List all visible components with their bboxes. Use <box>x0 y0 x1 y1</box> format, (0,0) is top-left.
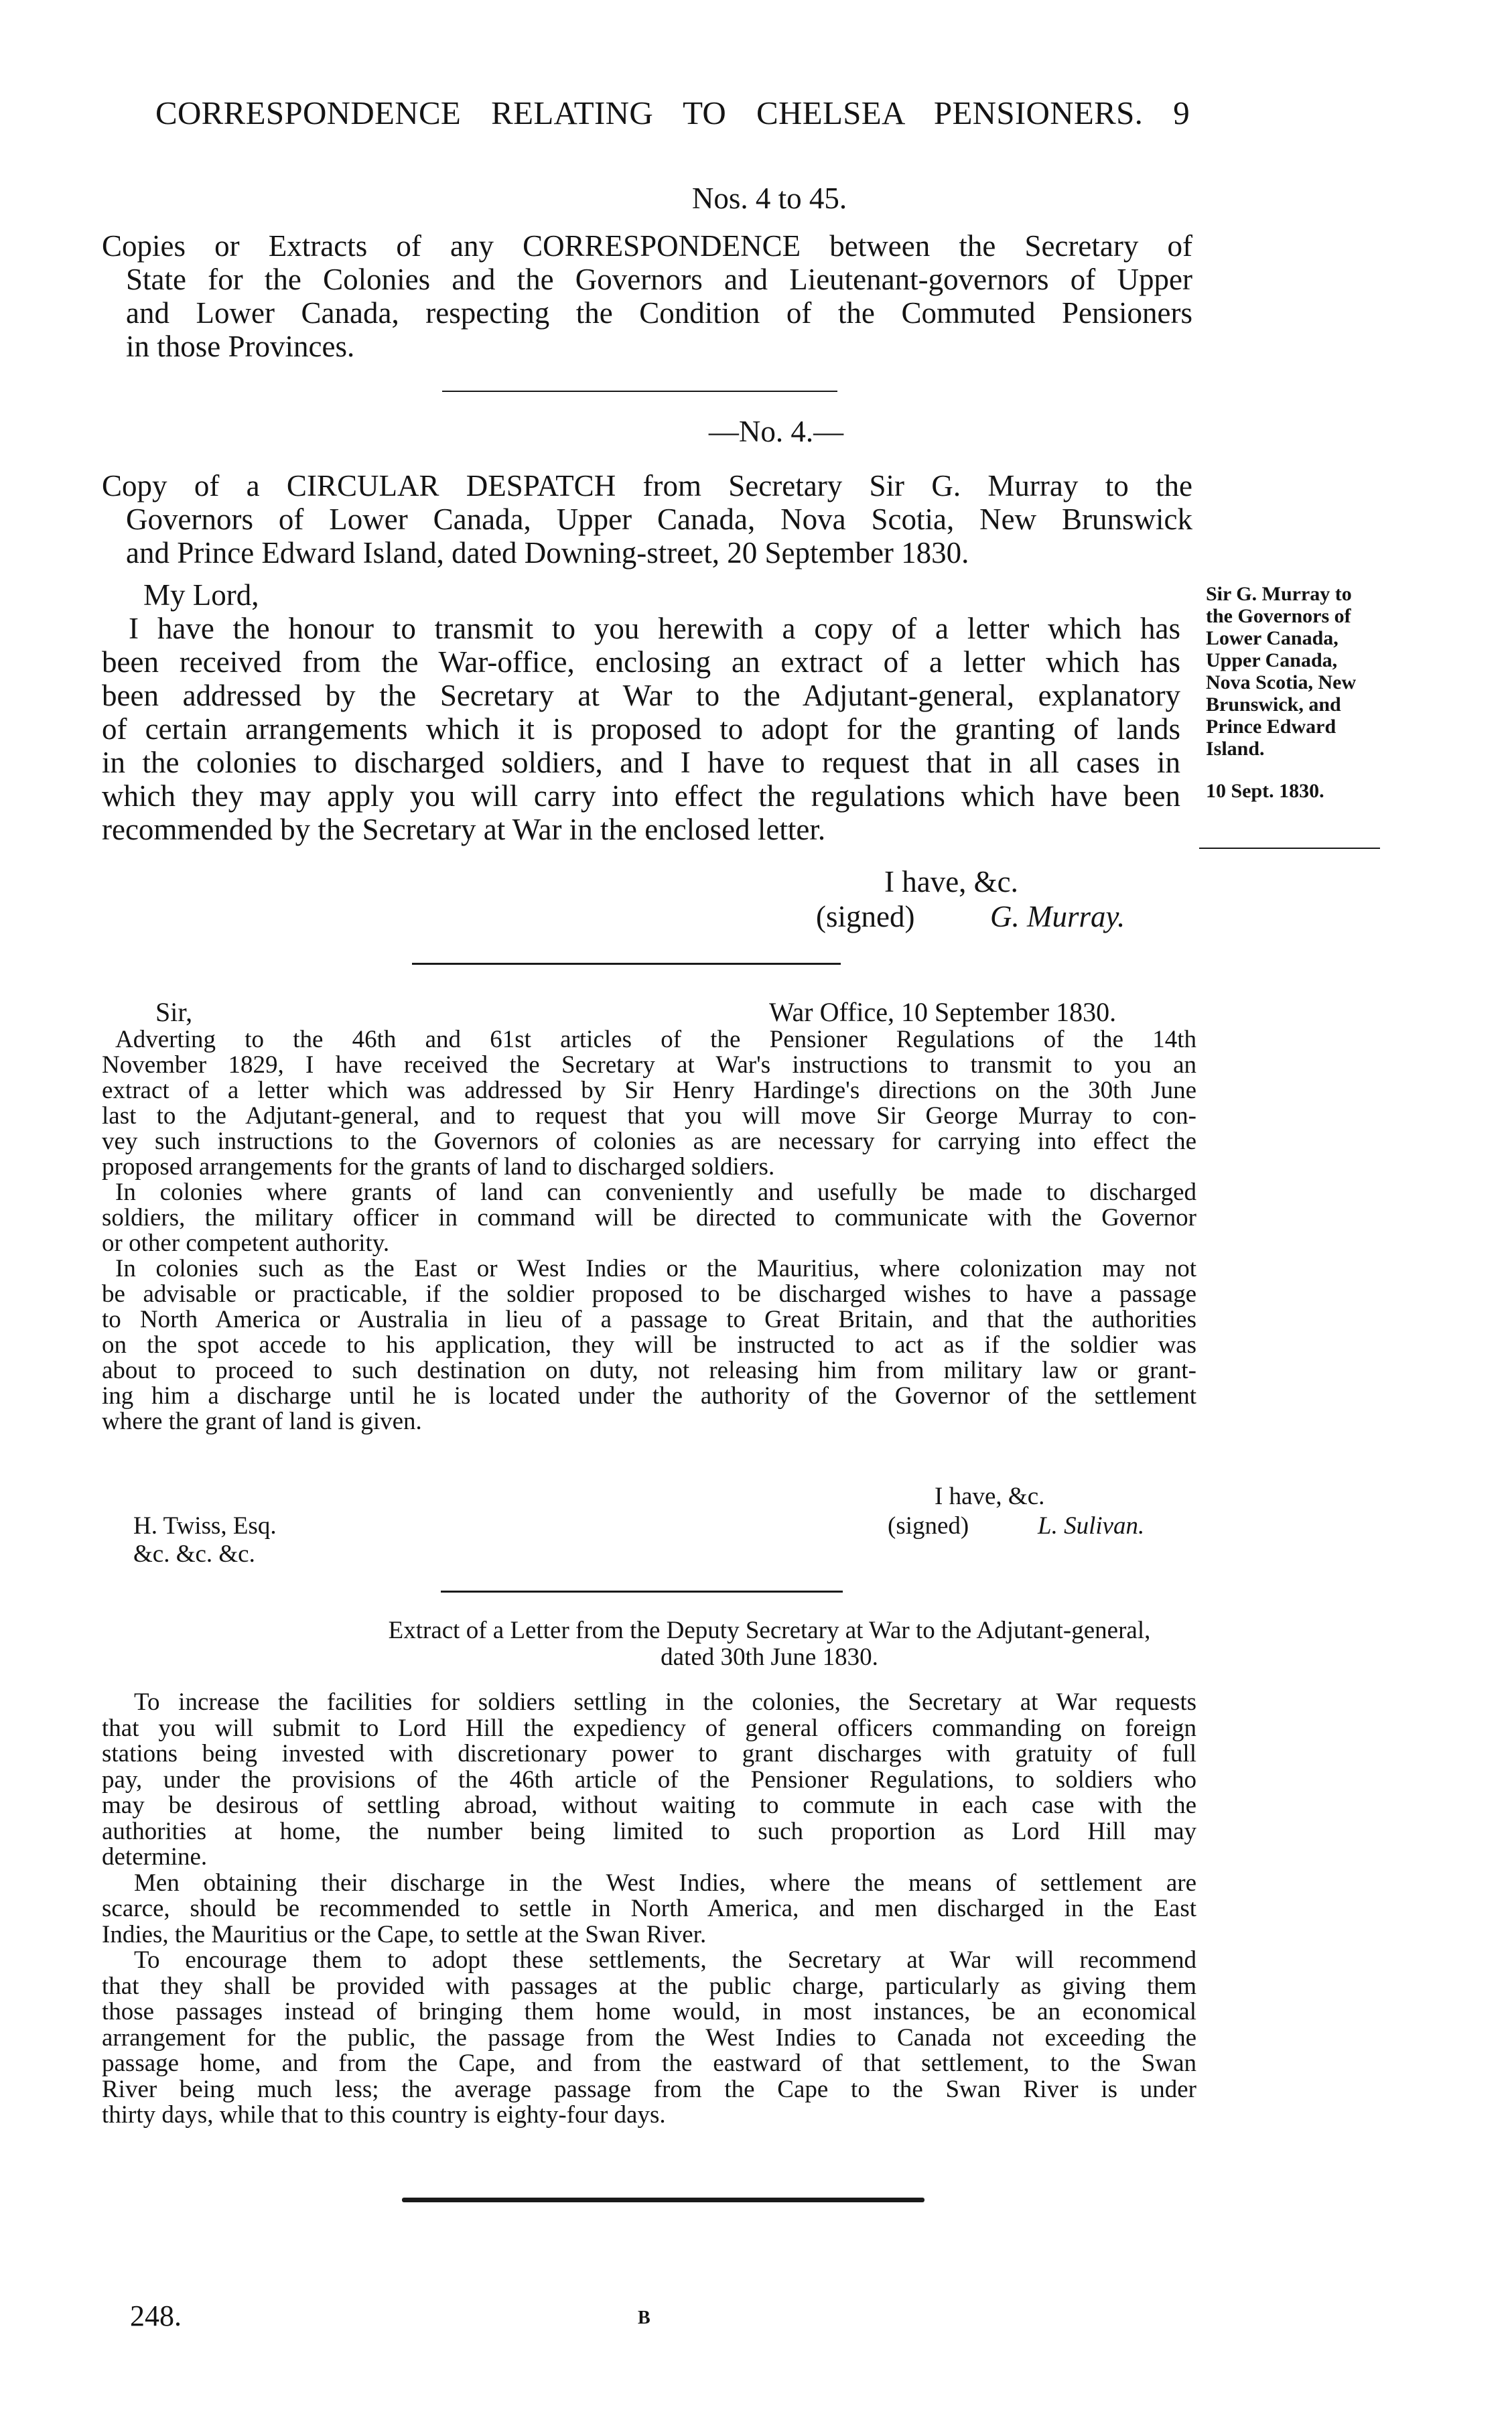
body-line: Men obtaining their discharge in the West Indies, where the means of settlement are <box>134 1869 1196 1897</box>
body-line: determine. <box>102 1843 208 1871</box>
body-line: soldiers, the military officer in command will be directed to communicate with the Governor <box>102 1204 1196 1231</box>
war-office-dateline: War Office, 10 September 1830. <box>769 997 1117 1027</box>
body-line: about to proceed to such destination on duty, not releasing him from military law or grant- <box>102 1357 1196 1384</box>
section-title: Nos. 4 to 45. <box>691 182 847 215</box>
circular-heading <box>102 469 1192 570</box>
body-line: be advisable or practicable, if the soldier proposed to be discharged wishes to have a passage <box>102 1280 1196 1308</box>
body-line: In colonies where grants of land can conveniently and usefully be made to discharged <box>115 1179 1196 1206</box>
divider <box>442 391 837 392</box>
body-line: those passages instead of bringing them home would, in most instances, be an economical <box>102 1998 1196 2025</box>
signature-name: L. Sulivan. <box>1038 1512 1145 1540</box>
body-line: stations being invested with discretionary power to grant discharges with gratuity of full <box>102 1740 1196 1767</box>
salutation: My Lord, <box>143 578 259 612</box>
margin-note-line: Island. <box>1206 738 1265 760</box>
margin-note-line: Nova Scotia, New <box>1206 671 1357 693</box>
body-line: pay, under the provisions of the 46th article of the Pensioner Regulations, to soldiers who <box>102 1765 1196 1794</box>
body-line: that they shall be provided with passages at the public charge, particularly as giving them <box>102 1972 1196 2000</box>
body-line: or other competent authority. <box>102 1229 390 1257</box>
body-line: passage home, and from the Cape, and from the eastward of that settlement, to the Swan <box>102 2050 1196 2077</box>
body-line: where the grant of land is given. <box>102 1408 422 1435</box>
body-line: scarce, should be recommended to settle in North America, and men discharged in the East <box>102 1895 1196 1922</box>
body-line: I have the honour to transmit to you herewith a copy of a letter which has <box>129 612 1180 645</box>
margin-note-line: Prince Edward <box>1206 716 1336 738</box>
body-line: that you will submit to Lord Hill the expediency of general officers commanding on foreign <box>102 1714 1196 1742</box>
body-line: in the colonies to discharged soldiers, and I have to request that in all cases in <box>102 746 1180 779</box>
margin-note <box>1206 583 1356 802</box>
divider <box>412 963 841 965</box>
margin-note-line: the Governors of <box>1206 605 1351 627</box>
war-office-closing: I have, &c. <box>935 1483 1045 1510</box>
signature <box>990 899 1125 934</box>
extract-heading-date: dated 30th June 1830. <box>661 1644 878 1671</box>
addressee-etc: &c. &c. &c. <box>133 1540 255 1568</box>
extract-heading: Extract of a Letter from the Deputy Secretary at War to the Adjutant-general, <box>388 1617 1151 1644</box>
body-line: To increase the facilities for soldiers settling in the colonies, the Secretary at War requests <box>134 1688 1196 1716</box>
page-number: 9 <box>1173 94 1190 131</box>
body-line: Adverting to the 46th and 61st articles of the Pensioner Regulations of the 14th <box>115 1026 1196 1053</box>
war-office-signed-label: (signed) <box>888 1512 969 1540</box>
margin-note-line: Sir G. Murray to <box>1206 583 1352 605</box>
intro-line: and Lower Canada, respecting the Condition of the Commuted Pensioners <box>126 296 1192 330</box>
extract-body <box>102 1690 1196 2129</box>
body-line: Indies, the Mauritius or the Cape, to settle at the Swan River. <box>102 1920 707 1948</box>
body-line: River being much less; the average passage from the Cape to the Swan River is under <box>102 2075 1196 2103</box>
body-line: In colonies such as the East or West Indies or the Mauritius, where colonization may not <box>115 1255 1196 1282</box>
circular-body <box>102 612 1180 846</box>
circular-heading-line: and Prince Edward Island, dated Downing-street, 20 September 1830. <box>126 536 969 570</box>
body-line: been addressed by the Secretary at War to the Adjutant-general, explanatory <box>102 679 1180 712</box>
body-line: To encourage them to adopt these settlements, the Secretary at War will recommend <box>134 1946 1196 1974</box>
body-line: arrangement for the public, the passage from the West Indies to Canada not exceeding the <box>102 2023 1196 2052</box>
signed-label: (signed) <box>816 900 915 933</box>
body-line: to North America or Australia in lieu of a passage to Great Britain, and that the authorities <box>102 1306 1196 1333</box>
war-office-salutation: Sir, <box>155 997 193 1027</box>
body-line: vey such instructions to the Governors of colonies as are necessary for carrying into effect the <box>102 1128 1196 1155</box>
page-header <box>155 94 1190 132</box>
body-line: recommended by the Secretary at War in the enclosed letter. <box>102 813 826 846</box>
body-line: extract of a letter which was addressed by Sir Henry Hardinge's directions on the 30th June <box>102 1077 1196 1104</box>
margin-note-line: Lower Canada, <box>1206 627 1338 649</box>
body-line: on the spot accede to his application, they will be instructed to act as if the soldier was <box>102 1331 1196 1359</box>
body-line: which they may apply you will carry into effect the regulations which have been <box>102 779 1180 813</box>
sheet-number: 248. <box>130 2299 182 2332</box>
document-number: —No. 4.— <box>708 415 844 448</box>
body-line: authorities at home, the number being limited to such proportion as Lord Hill may <box>102 1817 1196 1845</box>
margin-note-line: Brunswick, and <box>1206 693 1341 716</box>
divider <box>441 1591 843 1593</box>
body-line: proposed arrangements for the grants of land to discharged soldiers. <box>102 1153 775 1181</box>
circular-heading-line: Governors of Lower Canada, Upper Canada, Nova Scotia, New Brunswick <box>126 503 1192 536</box>
margin-note-date: 10 Sept. 1830. <box>1206 780 1324 802</box>
addressee: H. Twiss, Esq. <box>133 1512 277 1540</box>
body-line: of certain arrangements which it is proposed to adopt for the granting of lands <box>102 712 1180 746</box>
intro-line: State for the Colonies and the Governors and Lieutenant-governors of Upper <box>126 263 1192 296</box>
closing: I have, &c. <box>884 865 1018 898</box>
intro-line: Copies or Extracts of any CORRESPONDENCE between the Secretary of <box>102 229 1192 263</box>
margin-note-rule <box>1199 848 1380 849</box>
body-line: last to the Adjutant-general, and to request that you will move Sir George Murray to con- <box>102 1102 1196 1130</box>
body-line: may be desirous of settling abroad, without waiting to commute in each case with the <box>102 1792 1196 1819</box>
closing-rule <box>402 2198 924 2202</box>
body-line: ing him a discharge until he is located under the authority of the Governor of the settlement <box>102 1382 1196 1410</box>
signature-name: G. Murray. <box>990 900 1125 933</box>
intro-line: in those Provinces. <box>126 330 355 363</box>
body-line: been received from the War-office, enclosing an extract of a letter which has <box>102 645 1180 679</box>
running-title: CORRESPONDENCE RELATING TO CHELSEA PENSIONERS. <box>155 94 1144 131</box>
war-office-body <box>102 1027 1196 1434</box>
war-office-signature <box>1038 1512 1144 1540</box>
body-line: November 1829, I have received the Secretary at War's instructions to transmit to you an <box>102 1051 1196 1079</box>
signature-mark: B <box>638 2307 650 2328</box>
body-line: thirty days, while that to this country is eighty-four days. <box>102 2101 666 2129</box>
intro-paragraph <box>102 229 1192 363</box>
circular-heading-line: Copy of a CIRCULAR DESPATCH from Secretary Sir G. Murray to the <box>102 469 1192 503</box>
margin-note-line: Upper Canada, <box>1206 649 1338 671</box>
